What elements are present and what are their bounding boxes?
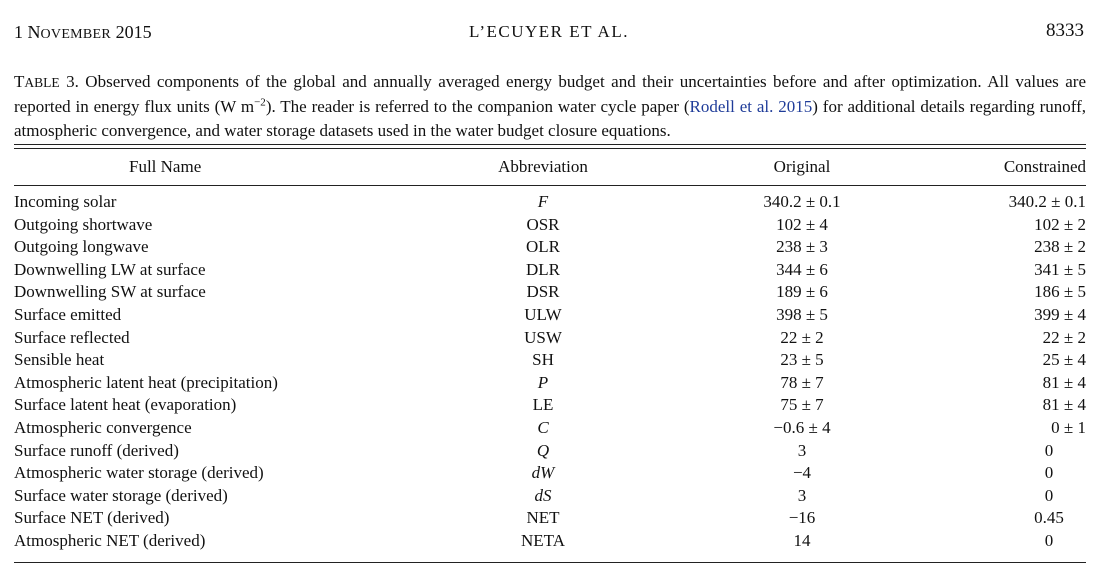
row-constrained-value: 0 <box>1044 440 1054 460</box>
row-abbreviation: ULW <box>524 304 562 324</box>
table-bottom-rule <box>14 562 1086 563</box>
row-full-name: Surface emitted <box>14 304 122 324</box>
row-original-value: 23 ± 5 <box>780 350 824 370</box>
table-row <box>14 507 1086 530</box>
row-abbreviation: OLR <box>526 237 560 257</box>
row-constrained-value: 102 ± 2 <box>1034 214 1086 234</box>
row-abbreviation: USW <box>524 327 562 347</box>
row-original-value: 398 ± 5 <box>776 304 828 324</box>
table-row <box>14 349 1086 372</box>
column-header-abbreviation: Abbreviation <box>498 157 588 176</box>
row-abbreviation: C <box>537 417 549 437</box>
table-row <box>14 417 1086 440</box>
row-abbreviation: DSR <box>526 282 560 302</box>
row-original-value: 102 ± 4 <box>776 214 828 234</box>
row-original-value: −4 <box>792 463 812 483</box>
row-original-value: 189 ± 6 <box>776 282 828 302</box>
issue-date: 1 NOVEMBER 2015 <box>14 22 152 42</box>
row-original-value: −0.6 ± 4 <box>773 417 831 437</box>
table-header <box>14 157 1086 179</box>
row-abbreviation: dS <box>534 485 552 505</box>
row-abbreviation: P <box>537 372 549 392</box>
row-abbreviation: NET <box>526 508 560 528</box>
table-row <box>14 259 1086 282</box>
citation-link[interactable]: Rodell et al. 2015 <box>689 97 813 116</box>
table-row <box>14 304 1086 327</box>
row-constrained-value: 341 ± 5 <box>1034 259 1086 279</box>
row-original-value: 22 ± 2 <box>780 327 824 347</box>
table-row <box>14 214 1086 237</box>
row-full-name: Atmospheric water storage (derived) <box>14 463 264 483</box>
column-header-original: Original <box>773 157 831 176</box>
row-constrained-value: 238 ± 2 <box>1034 237 1086 257</box>
row-full-name: Surface water storage (derived) <box>14 485 228 505</box>
page-header <box>14 20 1084 46</box>
row-original-value: 75 ± 7 <box>780 395 824 415</box>
table-header-rule <box>14 185 1086 186</box>
row-constrained-value: 0 <box>1044 530 1054 550</box>
table-row <box>14 440 1086 463</box>
row-original-value: 14 <box>793 530 811 550</box>
row-constrained-value: 81 ± 4 <box>1042 395 1086 415</box>
row-full-name: Atmospheric latent heat (precipitation) <box>14 372 278 392</box>
table-row <box>14 394 1086 417</box>
table-body <box>14 191 1086 553</box>
table-row <box>14 327 1086 350</box>
row-abbreviation: SH <box>532 350 554 370</box>
row-constrained-value: 22 ± 2 <box>1042 327 1086 347</box>
table-row <box>14 485 1086 508</box>
row-abbreviation: Q <box>536 440 550 460</box>
column-header-full-name: Full Name <box>129 157 202 176</box>
row-original-value: 238 ± 3 <box>776 237 828 257</box>
row-full-name: Outgoing longwave <box>14 237 149 257</box>
row-original-value: −16 <box>788 508 816 528</box>
table-row <box>14 462 1086 485</box>
row-abbreviation: OSR <box>526 214 560 234</box>
row-constrained-value: 25 ± 4 <box>1042 350 1086 370</box>
row-abbreviation: DLR <box>526 259 560 279</box>
row-original-value: 340.2 ± 0.1 <box>763 192 841 211</box>
table-row <box>14 236 1086 259</box>
row-constrained-value: 186 ± 5 <box>1034 282 1086 302</box>
row-abbreviation: NETA <box>521 530 565 550</box>
row-full-name: Downwelling LW at surface <box>14 259 206 279</box>
table-row <box>14 191 1086 214</box>
row-constrained-value: 0 <box>1044 485 1054 505</box>
row-constrained-value: 0 ± 1 <box>1051 417 1086 437</box>
row-abbreviation: F <box>537 192 549 211</box>
table-caption: TABLE 3. Observed components of the global and annually averaged energy budget and their uncertainties before and after optimization. All values are reported in energy flux units (W $m^{-2}$). The reader is referred to the companion water cycle paper (Rodell et al. 2015) for additional details regarding runoff, atmospheric convergence, and water storage datasets used in the water budget closure equations. <box>14 72 1087 140</box>
row-original-value: 3 <box>797 440 807 460</box>
row-full-name: Surface runoff (derived) <box>14 440 179 460</box>
row-full-name: Outgoing shortwave <box>14 214 153 234</box>
row-full-name: Atmospheric convergence <box>14 417 192 437</box>
row-original-value: 78 ± 7 <box>780 372 824 392</box>
row-full-name: Surface reflected <box>14 327 130 347</box>
row-full-name: Downwelling SW at surface <box>14 282 206 302</box>
page-number: 8333 <box>1046 20 1084 41</box>
table-label: TABLE 3. <box>14 72 79 91</box>
row-original-value: 344 ± 6 <box>776 259 828 279</box>
row-constrained-value: 399 ± 4 <box>1034 304 1086 324</box>
table-row <box>14 281 1086 304</box>
row-full-name: Sensible heat <box>14 350 105 370</box>
row-abbreviation: LE <box>532 395 554 415</box>
row-constrained-value: 81 ± 4 <box>1042 372 1086 392</box>
table-top-rule-second <box>14 148 1086 149</box>
row-full-name: Atmospheric NET (derived) <box>14 530 206 550</box>
row-original-value: 3 <box>797 485 807 505</box>
column-header-constrained: Constrained <box>1003 157 1086 176</box>
table-row <box>14 530 1086 553</box>
row-full-name: Incoming solar <box>14 192 117 211</box>
row-constrained-value: 340.2 ± 0.1 <box>1008 192 1086 211</box>
row-full-name: Surface latent heat (evaporation) <box>14 395 237 415</box>
table-top-rule <box>14 144 1086 145</box>
running-head-authors: L’ECUYER ET AL. <box>469 22 629 41</box>
row-constrained-value: 0.45 <box>1034 508 1064 528</box>
row-constrained-value: 0 <box>1044 463 1054 483</box>
row-full-name: Surface NET (derived) <box>14 508 170 528</box>
table-row <box>14 372 1086 395</box>
unit-superscript: −2 <box>254 96 266 109</box>
row-abbreviation: dW <box>531 463 555 483</box>
